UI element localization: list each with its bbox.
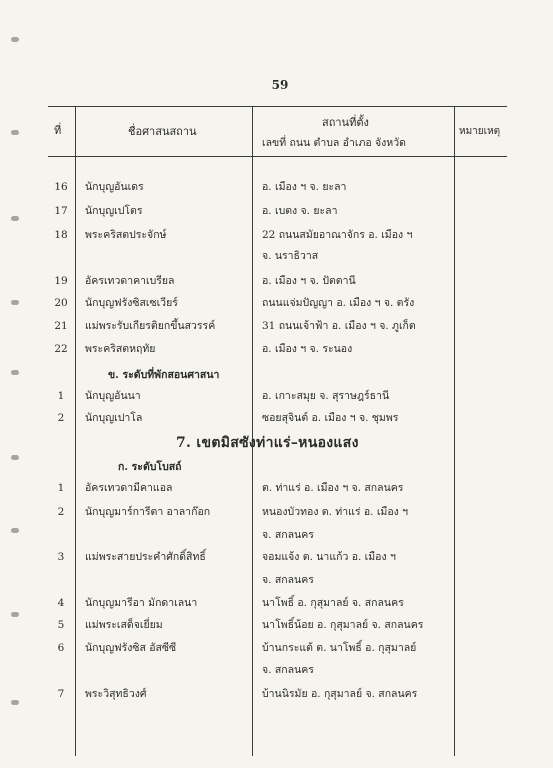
header-col-location-sub: เลขที่ ถนน ตำบล อำเภอ จังหวัด — [262, 137, 406, 149]
row-name: อัครเทวดาคาเบรียล — [85, 275, 175, 287]
row-name: พระคริสตประจักษ์ — [85, 229, 167, 241]
row-name: แม่พระรับเกียรติยกขึ้นสวรรค์ — [85, 320, 216, 332]
row-location: 31 ถนนเจ้าฟ้า อ. เมือง ฯ จ. ภูเก็ต — [262, 320, 416, 332]
row-number: 3 — [57, 551, 65, 563]
row-name: นักบุญอันเดร — [85, 181, 144, 193]
row-number: 5 — [57, 619, 65, 631]
row-location: ซอยสุจินต์ อ. เมือง ฯ จ. ชุมพร — [262, 412, 399, 424]
row-location: อ. เมือง ฯ จ. ปัตตานี — [262, 275, 356, 287]
row-location: นาโพธิ์ อ. กุสุมาลย์ จ. สกลนคร — [262, 597, 404, 609]
binder-hole — [11, 700, 19, 705]
sub-heading-mission-stations: ข. ระดับที่พักสอนศาสนา — [108, 369, 220, 381]
binder-hole — [11, 370, 19, 375]
row-location-cont: จ. สกลนคร — [262, 529, 314, 541]
row-name: นักบุญเปโตร — [85, 205, 143, 217]
row-number: 17 — [54, 205, 68, 217]
section-heading: 7. เขตมิสซังท่าแร่–หนองแสง — [176, 435, 359, 451]
row-location: หนองบัวทอง ต. ท่าแร่ อ. เมือง ฯ — [262, 506, 409, 518]
row-number: 22 — [54, 343, 68, 355]
binder-hole — [11, 612, 19, 617]
header-col-location-title: สถานที่ตั้ง — [322, 116, 369, 129]
row-number: 2 — [57, 506, 65, 518]
binder-hole — [11, 216, 19, 221]
column-divider — [252, 106, 253, 756]
row-name: อัครเทวดามีคาแอล — [85, 482, 173, 494]
row-number: 6 — [57, 642, 65, 654]
row-name: นักบุญมารีอา มักดาเลนา — [85, 597, 198, 609]
row-number: 19 — [54, 275, 68, 287]
row-location-cont: จ. สกลนคร — [262, 664, 314, 676]
row-number: 1 — [57, 390, 65, 402]
row-location: อ. เกาะสมุย จ. สุราษฎร์ธานี — [262, 390, 390, 402]
row-name: แม่พระเสด็จเยี่ยม — [85, 619, 163, 631]
table-top-rule — [48, 106, 507, 107]
row-number: 1 — [57, 482, 65, 494]
binder-hole — [11, 37, 19, 42]
sub-heading-churches: ก. ระดับโบสถ์ — [118, 461, 182, 473]
row-location: อ. เมือง ฯ จ. ยะลา — [262, 181, 347, 193]
row-location-cont: จ. นราธิวาส — [262, 250, 319, 262]
row-location: อ. เมือง ฯ จ. ระนอง — [262, 343, 353, 355]
page-number: 59 — [271, 78, 289, 92]
column-divider — [454, 106, 455, 756]
row-location: บ้านนิรมัย อ. กุสุมาลย์ จ. สกลนคร — [262, 688, 418, 700]
row-location: 22 ถนนสมัยอาณาจักร อ. เมือง ฯ — [262, 229, 413, 241]
header-bottom-rule — [48, 156, 507, 157]
row-name: พระคริสตหฤทัย — [85, 343, 156, 355]
row-name: นักบุญฟรังซิสเซเวียร์ — [85, 297, 178, 309]
row-location: อ. เบตง จ. ยะลา — [262, 205, 338, 217]
row-location: ต. ท่าแร่ อ. เมือง ฯ จ. สกลนคร — [262, 482, 404, 494]
column-divider — [75, 106, 76, 756]
row-location-cont: จ. สกลนคร — [262, 574, 314, 586]
binder-hole — [11, 300, 19, 305]
row-location: บ้านกระแต้ ต. นาโพธิ์ อ. กุสุมาลย์ — [262, 642, 417, 654]
header-col-no: ที่ — [54, 124, 62, 137]
row-number: 2 — [57, 412, 65, 424]
row-name: พระวิสุทธิวงศ์ — [85, 688, 147, 700]
row-name: นักบุญอันนา — [85, 390, 141, 402]
row-number: 20 — [54, 297, 68, 309]
row-name: นักบุญฟรังซิส อัสซีซี — [85, 642, 177, 654]
row-name: นักบุญมาร์การีตา อาลาก๊อก — [85, 506, 211, 518]
binder-hole — [11, 130, 19, 135]
row-location: นาโพธิ์น้อย อ. กุสุมาลย์ จ. สกลนคร — [262, 619, 424, 631]
header-col-name: ชื่อศาสนสถาน — [128, 125, 197, 138]
binder-hole — [11, 528, 19, 533]
row-number: 16 — [54, 181, 68, 193]
row-name: แม่พระสายประคำศักดิ์สิทธิ์ — [85, 551, 206, 563]
header-col-remarks: หมายเหตุ — [459, 126, 501, 137]
row-number: 7 — [57, 688, 65, 700]
row-number: 21 — [54, 320, 68, 332]
row-name: นักบุญเปาโล — [85, 412, 143, 424]
row-number: 4 — [57, 597, 65, 609]
row-location: จอมแจ้ง ต. นาแก้ว อ. เมือง ฯ — [262, 551, 396, 563]
row-number: 18 — [54, 229, 68, 241]
row-location: ถนนแจ่มปัญญา อ. เมือง ฯ จ. ตรัง — [262, 297, 415, 309]
binder-hole — [11, 455, 19, 460]
